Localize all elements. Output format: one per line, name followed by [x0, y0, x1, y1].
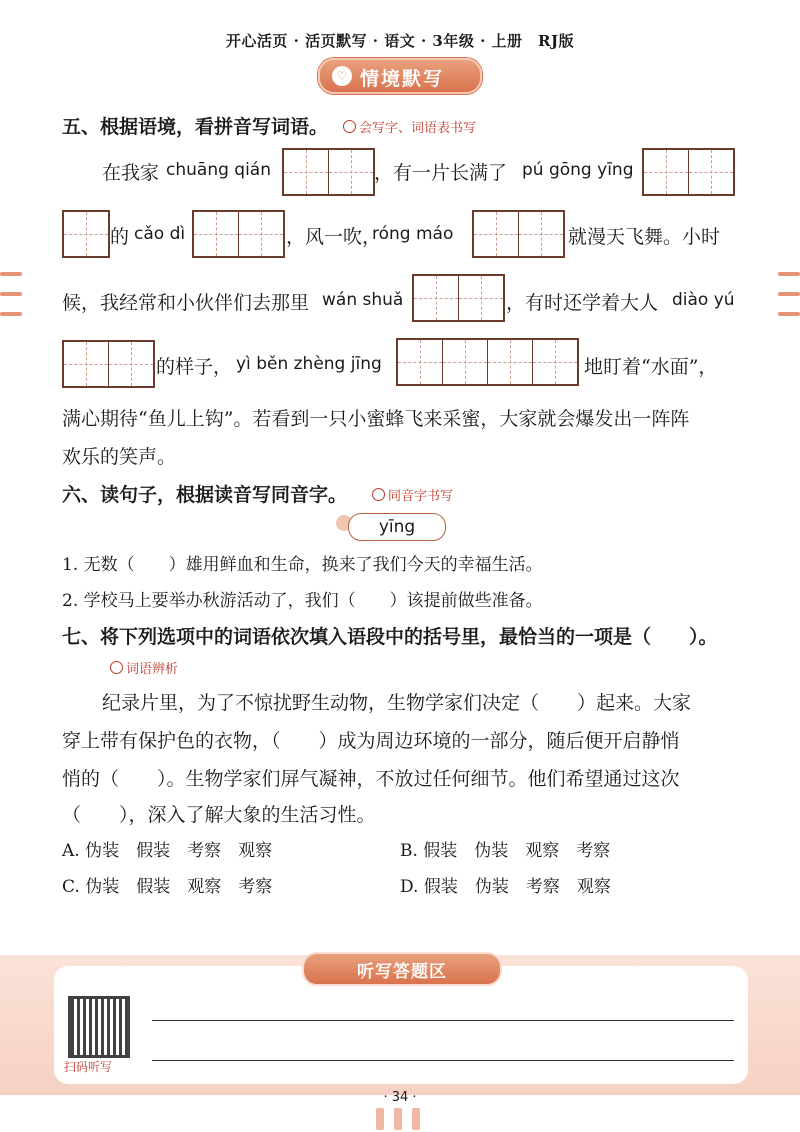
- section5-tag: 会写字、词语表书写: [343, 117, 476, 136]
- s5-line2-t1: 的: [110, 226, 130, 248]
- s7-para-1: 纪录片里，为了不惊扰野生动物，生物学家们决定（ ）起来。大家: [102, 692, 692, 714]
- s5-line1-mid: ，有一片长满了: [374, 162, 508, 184]
- s5-line2-t2: ，风一吹，: [286, 226, 382, 248]
- s6-question-1: 1. 无数（ ）雄用鲜血和生命，换来了我们今天的幸福生活。: [62, 555, 543, 575]
- section5-title: 五、根据语境，看拼音写词语。: [62, 116, 329, 138]
- gear-icon: [110, 661, 123, 674]
- sound-bubble: yīng: [348, 513, 446, 541]
- page-number: · 34 ·: [383, 1090, 417, 1105]
- answer-box-7[interactable]: [62, 340, 155, 388]
- gear-icon: [372, 488, 385, 501]
- s7-para-3: 悄的（ ）。生物学家们屏气凝神，不放过任何细节。他们希望通过这次: [62, 768, 680, 790]
- answer-box-1[interactable]: [282, 148, 375, 196]
- s7-option-a[interactable]: A. 伪装 假装 考察 观察: [62, 841, 273, 861]
- s5-pinyin-2: pú gōng yīng: [522, 160, 634, 180]
- heart-icon: ♡: [332, 66, 352, 86]
- s7-para-2: 穿上带有保护色的衣物，（ ）成为周边环境的一部分，随后便开启静悄: [62, 730, 680, 752]
- qr-label: 扫码听写: [64, 1060, 113, 1074]
- section7-title: 七、将下列选项中的词语依次填入语段中的括号里，最恰当的一项是（ ）。: [62, 626, 718, 648]
- section7-tag: 词语辨析: [110, 658, 178, 677]
- s6-question-2: 2. 学校马上要举办秋游活动了，我们（ ）该提前做些准备。: [62, 591, 543, 611]
- answer-box-3[interactable]: [62, 210, 110, 258]
- answer-box-4[interactable]: [192, 210, 285, 258]
- s5-line4-t1: 的样子，: [156, 356, 233, 378]
- section6-tag: 同音字书写: [372, 485, 453, 504]
- s5-line3-t1: 候，我经常和小伙伴们去那里: [62, 292, 310, 314]
- qr-code-icon[interactable]: [68, 996, 130, 1058]
- section-banner: [318, 58, 482, 94]
- s7-option-b[interactable]: B. 假装 伪装 观察 考察: [400, 841, 611, 861]
- s5-pinyin-7: yì běn zhèng jīng: [236, 354, 382, 374]
- s5-line5: 满心期待“鱼儿上钩”。若看到一只小蜜蜂飞来采蜜，大家就会爆发出一阵阵: [62, 408, 690, 430]
- answer-area-tab: [302, 952, 502, 986]
- s7-option-c[interactable]: C. 伪装 假装 观察 考察: [62, 877, 273, 897]
- writing-line-2[interactable]: [152, 1060, 734, 1061]
- answer-box-8[interactable]: [396, 338, 579, 386]
- page-header: 开心活页 · 活页默写 · 语文 · 3年级 · 上册 RJ版: [225, 32, 575, 50]
- s5-pinyin-4: róng máo: [372, 224, 454, 244]
- s5-line1-pre: 在我家: [102, 162, 160, 184]
- left-margin-marks: [0, 272, 22, 316]
- s5-line6: 欢乐的笑声。: [62, 446, 177, 468]
- s5-pinyin-1: chuāng qián: [166, 160, 271, 180]
- gear-icon: [343, 120, 356, 133]
- writing-line-1[interactable]: [152, 1020, 734, 1021]
- s5-pinyin-5: wán shuǎ: [322, 290, 404, 310]
- s7-option-d[interactable]: D. 假装 伪装 考察 观察: [400, 877, 611, 897]
- s5-pinyin-3: cǎo dì: [134, 224, 186, 244]
- s5-pinyin-6: diào yú: [672, 290, 735, 310]
- bottom-marks: [376, 1108, 420, 1130]
- banner-title: 情境默写: [360, 68, 445, 90]
- section6-title: 六、读句子，根据读音写同音字。: [62, 484, 348, 506]
- answer-box-2[interactable]: [642, 148, 735, 196]
- s5-line2-t3: 就漫天飞舞。小时: [568, 226, 721, 248]
- answer-area-title: 听写答题区: [357, 962, 447, 982]
- s7-para-4: （ ），深入了解大象的生活习性。: [62, 804, 376, 826]
- s5-line4-t2: 地盯着“水面”，: [584, 356, 718, 378]
- answer-box-5[interactable]: [472, 210, 565, 258]
- answer-box-6[interactable]: [412, 274, 505, 322]
- right-margin-marks: [778, 272, 800, 316]
- s5-line3-t2: ，有时还学着大人: [506, 292, 659, 314]
